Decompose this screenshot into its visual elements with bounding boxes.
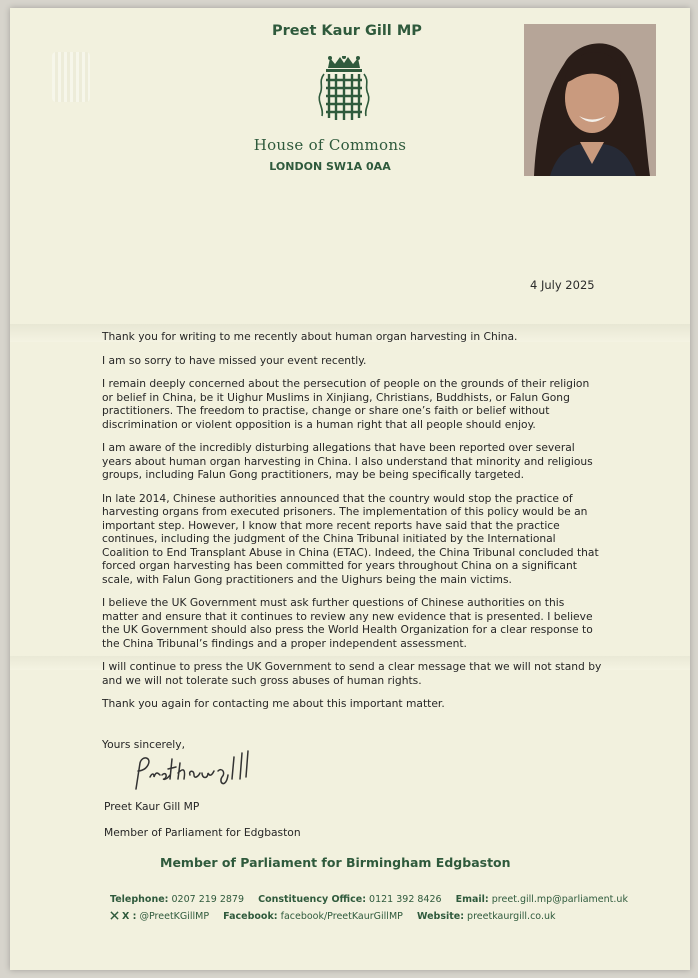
paragraph: I believe the UK Government must ask further questions of Chinese authorities on this matter and ensure that it continues to review any new evidence that is presented. I believe the UK Government should also press the World Health Organization for a clear response to the China Tribunal’s findings and a proper independent assessment. [102, 596, 593, 650]
telephone-label: Telephone: [110, 894, 169, 905]
facebook-handle: facebook/PreetKaurGillMP [280, 911, 403, 922]
mp-portrait-photo [524, 24, 656, 176]
paragraph: Thank you for writing to me recently about human organ harvesting in China. [102, 330, 518, 343]
footer-contact-line-2 [110, 911, 555, 922]
letter-body [102, 330, 602, 721]
paragraph: I am so sorry to have missed your event recently. [102, 353, 367, 367]
letterhead-address: LONDON SW1A 0AA [269, 160, 391, 173]
constituency-line: Member of Parliament for Birmingham Edgbaston [160, 855, 511, 870]
paragraph: In late 2014, Chinese authorities announced that the country would stop the practice of harvesting organs from executed prisoners. The implementation of this policy would be an important step. However, I know that more recent reports have said that the practice continues, including the judgment of the China Tribunal initiated by the International Coalition to End Transplant Abuse in China (ETAC). Indeed, the China Tribunal concluded that forced organ harvesting has been committed for years throughout China on a significant scale, with Falun Gong practitioners and the Uighurs being the main victims. [102, 491, 599, 586]
footer-contact-line-1 [110, 894, 628, 905]
x-handle: @PreetKGillMP [139, 911, 210, 922]
signatory-title: Member of Parliament for Edgbaston [104, 826, 301, 839]
institution-name: House of Commons [253, 136, 407, 154]
website-address: preetkaurgill.co.uk [467, 911, 556, 922]
portcullis-crest-icon [316, 56, 372, 126]
website-label: Website: [416, 911, 465, 922]
x-logo-icon [110, 911, 119, 920]
x-label: X : [122, 911, 137, 922]
letter-page [10, 8, 690, 970]
telephone-number: 0207 219 2879 [171, 894, 245, 905]
letterhead-mp-name: Preet Kaur Gill MP [272, 23, 422, 39]
paragraph: Thank you again for contacting me about this important matter. [102, 697, 445, 710]
facebook-label: Facebook: [223, 911, 278, 922]
office-label: Constituency Office: [258, 894, 366, 905]
embossed-crest-mark [52, 52, 90, 102]
handwritten-signature [130, 745, 270, 795]
letter-date: 4 July 2025 [530, 278, 595, 292]
paragraph: I remain deeply concerned about the persecution of people on the grounds of their religion or belief in China, be it Uighur Muslims in Xinjiang, Christians, Buddhists, or Falun Gong practitioners. The freedom to practise, change or share one’s faith or belief without discrimination or violent opposition is a human right that all people should enjoy. [102, 377, 590, 431]
signatory-name: Preet Kaur Gill MP [104, 800, 200, 813]
letter-closing: Yours sincerely, [102, 738, 185, 751]
office-phone: 0121 392 8426 [369, 894, 442, 905]
paragraph: I am aware of the incredibly disturbing allegations that have been reported over several years about human organ harvesting in China. I also understand that minority and religious groups, including Falun Gong practitioners, may be being specifically targeted. [102, 441, 593, 481]
paragraph: I will continue to press the UK Government to send a clear message that we will not stand by and we will not tolerate such gross abuses of human rights. [102, 660, 602, 687]
email-address: preet.gill.mp@parliament.uk [491, 894, 628, 905]
email-label: Email: [455, 894, 489, 905]
